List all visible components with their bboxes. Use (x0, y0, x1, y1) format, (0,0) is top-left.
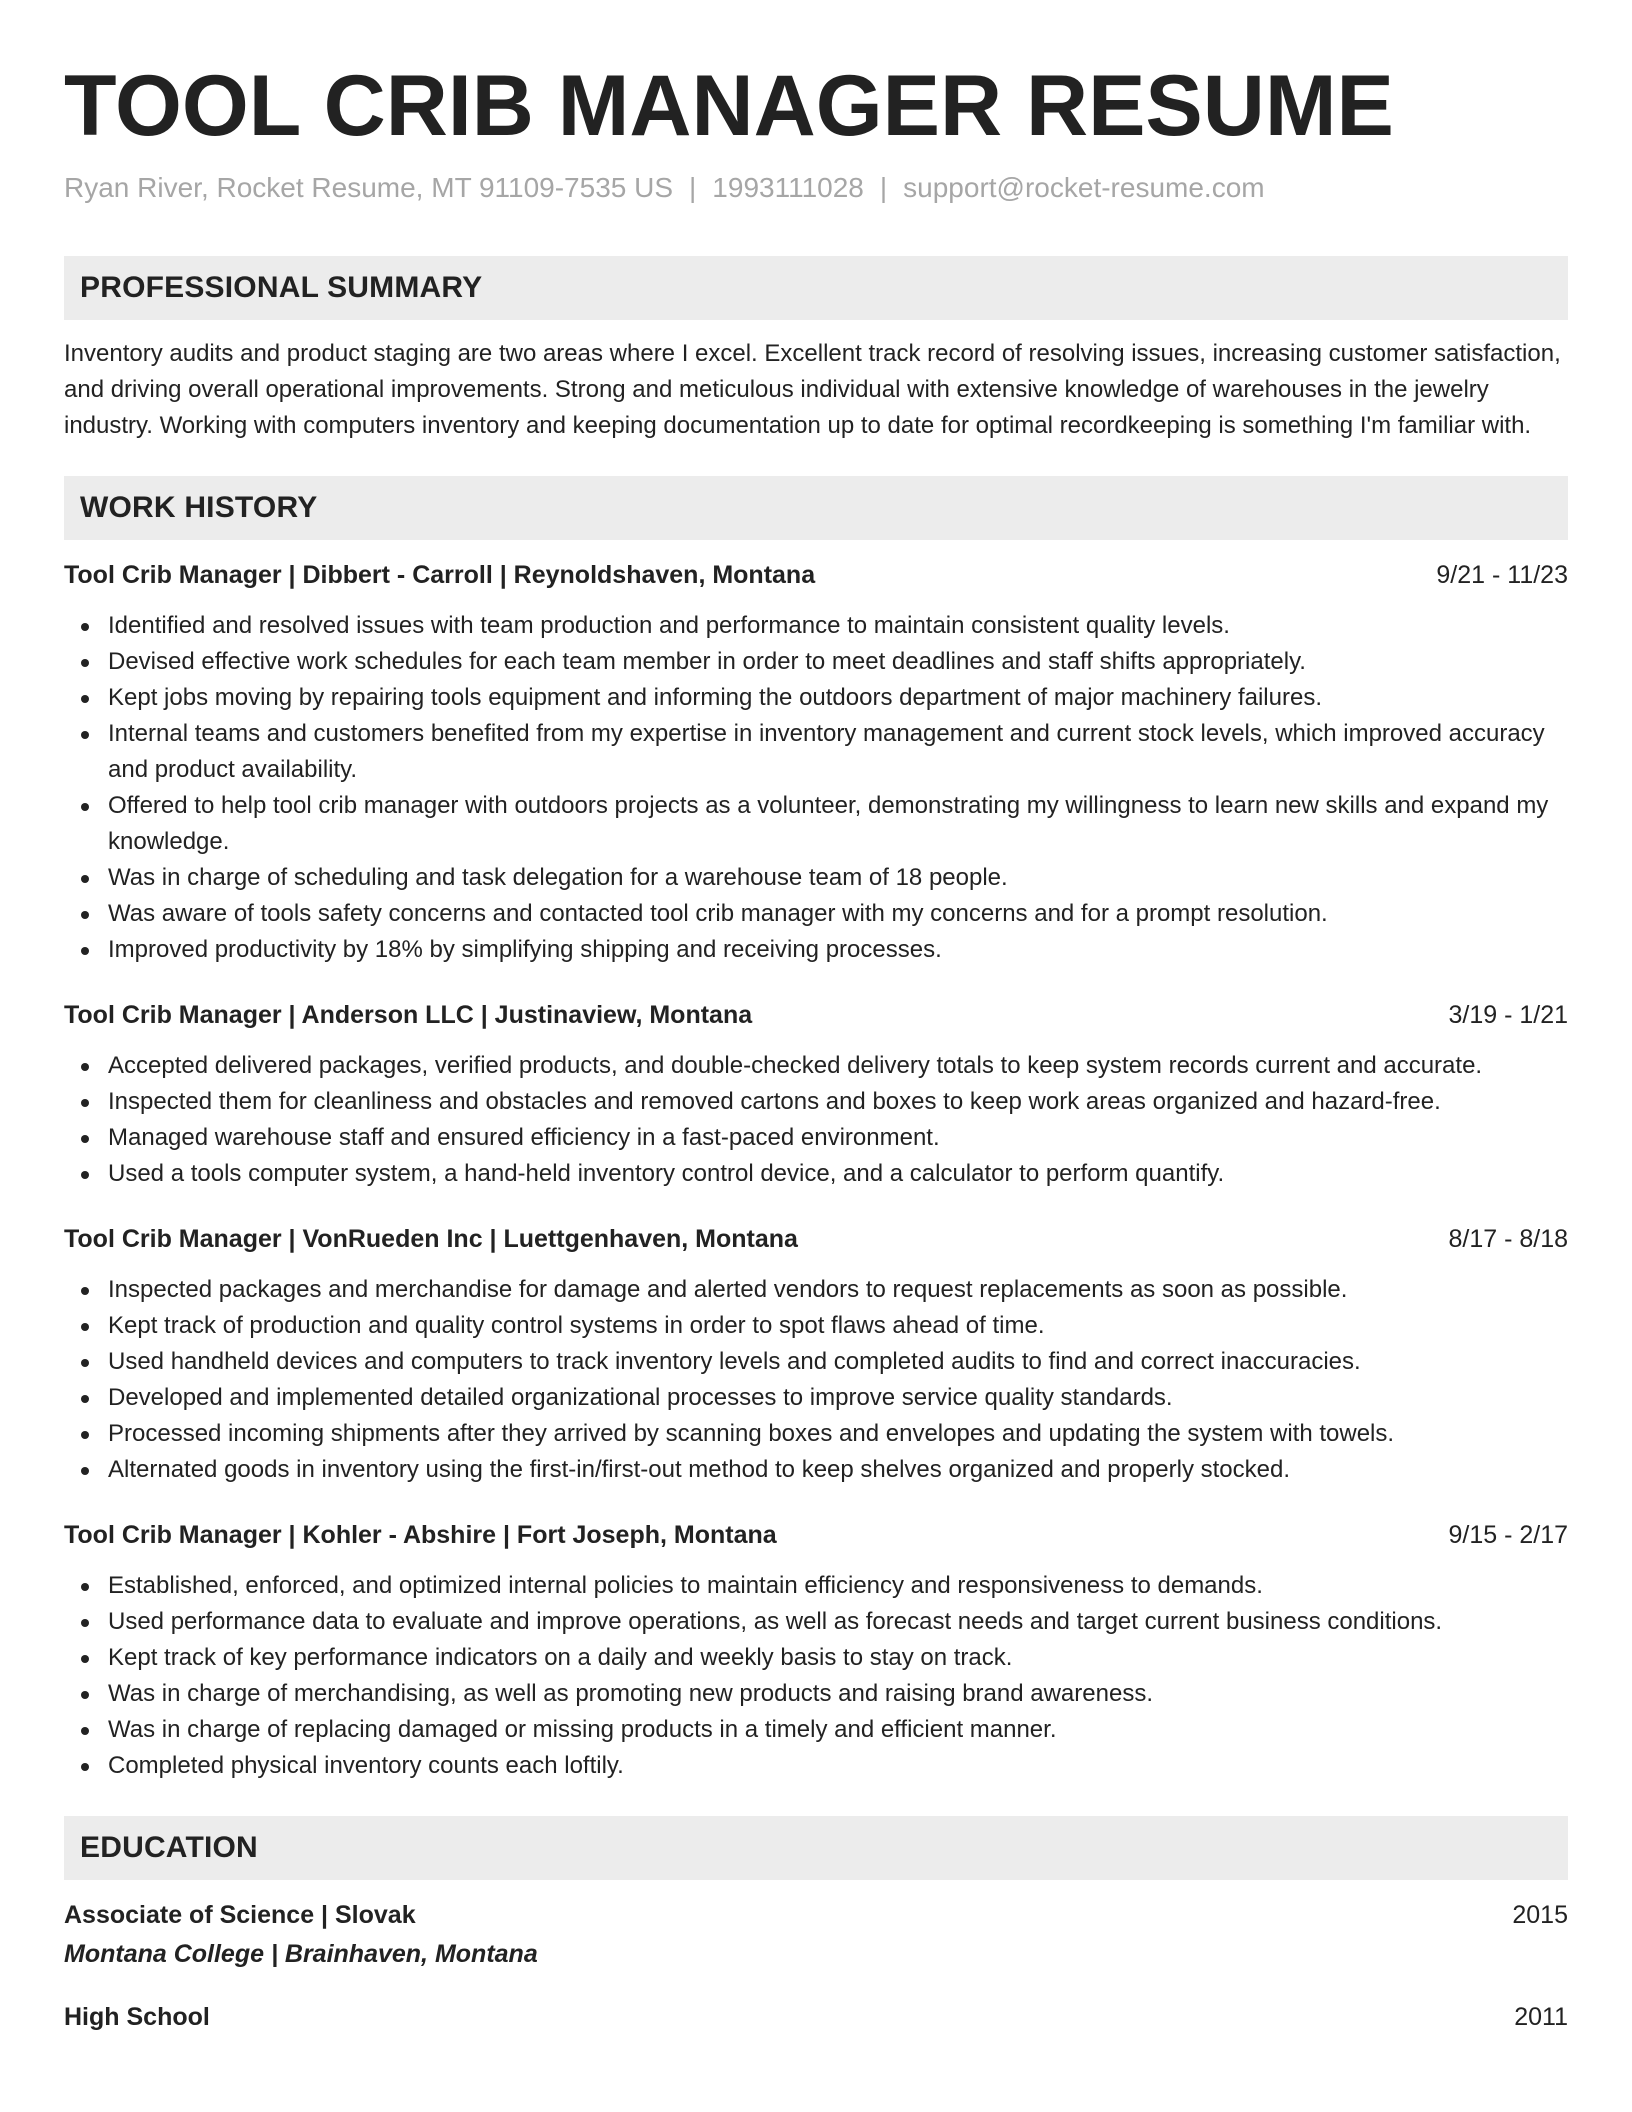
job-bullet: Kept jobs moving by repairing tools equipment and informing the outdoors department of major machinery failures. (108, 680, 1568, 716)
job-bullet: Identified and resolved issues with team production and performance to maintain consistent quality levels. (108, 608, 1568, 644)
education-degree: Associate of Science | Slovak (64, 1901, 416, 1929)
job-entry (64, 1518, 1568, 1784)
job-title: Tool Crib Manager | VonRueden Inc | Luettgenhaven, Montana (64, 1225, 798, 1253)
contact-email[interactable]: support@rocket-resume.com (903, 172, 1265, 203)
job-bullet: Inspected packages and merchandise for damage and alerted vendors to request replacements as soon as possible. (108, 1272, 1568, 1308)
job-bullet: Internal teams and customers benefited from my expertise in inventory management and current stock levels, which improved accuracy and product availability. (108, 716, 1568, 788)
job-bullet: Devised effective work schedules for each team member in order to meet deadlines and staff shifts appropriately. (108, 644, 1568, 680)
education-entry (64, 2000, 1568, 2034)
contact-address: Ryan River, Rocket Resume, MT 91109-7535 US (64, 172, 674, 203)
job-dates: 9/21 - 11/23 (1436, 561, 1568, 589)
job-bullet: Offered to help tool crib manager with outdoors projects as a volunteer, demonstrating my willingness to learn new skills and expand my knowledge. (108, 788, 1568, 860)
resume-title: TOOL CRIB MANAGER RESUME (64, 58, 1394, 154)
education-degree: High School (64, 2003, 210, 2031)
job-bullet: Was in charge of scheduling and task delegation for a warehouse team of 18 people. (108, 860, 1568, 896)
contact-line (64, 170, 1568, 206)
education-year: 2011 (1514, 2003, 1568, 2031)
job-bullets (64, 608, 1568, 968)
job-bullet: Processed incoming shipments after they arrived by scanning boxes and envelopes and updating the system with towels. (108, 1416, 1568, 1452)
job-bullet: Established, enforced, and optimized internal policies to maintain efficiency and responsiveness to demands. (108, 1568, 1568, 1604)
job-bullet: Alternated goods in inventory using the first-in/first-out method to keep shelves organized and properly stocked. (108, 1452, 1568, 1488)
job-dates: 9/15 - 2/17 (1448, 1521, 1568, 1549)
job-bullet: Used performance data to evaluate and improve operations, as well as forecast needs and target current business conditions. (108, 1604, 1568, 1640)
job-title: Tool Crib Manager | Dibbert - Carroll | Reynoldshaven, Montana (64, 561, 816, 589)
summary-text: Inventory audits and product staging are two areas where I excel. Excellent track record of resolving issues, increasing customer satisfaction, and driving overall operational improvements. Strong and meticulous individual with extensive knowledge of warehouses in the jewelry industry. Working with computers inventory and keeping documentation up to date for optimal recordkeeping is something I'm familiar with. (64, 340, 1561, 439)
job-header (64, 998, 1568, 1032)
job-title: Tool Crib Manager | Kohler - Abshire | Fort Joseph, Montana (64, 1521, 777, 1549)
contact-separator: | (879, 172, 888, 203)
education-entry (64, 1898, 1568, 1972)
job-bullet: Used handheld devices and computers to track inventory levels and completed audits to find and correct inaccuracies. (108, 1344, 1568, 1380)
job-bullet: Used a tools computer system, a hand-held inventory control device, and a calculator to perform quantify. (108, 1156, 1568, 1192)
job-bullets (64, 1272, 1568, 1488)
job-bullet: Was in charge of merchandising, as well as promoting new products and raising brand awareness. (108, 1676, 1568, 1712)
job-header (64, 1518, 1568, 1552)
job-header (64, 558, 1568, 592)
section-header-education: EDUCATION (64, 1816, 1568, 1880)
job-bullet: Was aware of tools safety concerns and contacted tool crib manager with my concerns and for a prompt resolution. (108, 896, 1568, 932)
education-school: Montana College | Brainhaven, Montana (64, 1940, 538, 1968)
job-bullet: Kept track of production and quality control systems in order to spot flaws ahead of time. (108, 1308, 1568, 1344)
job-bullets (64, 1568, 1568, 1784)
job-entry (64, 558, 1568, 968)
education-year: 2015 (1512, 1901, 1568, 1929)
job-dates: 3/19 - 1/21 (1448, 1001, 1568, 1029)
job-bullet: Improved productivity by 18% by simplifying shipping and receiving processes. (108, 932, 1568, 968)
section-header-work-history: WORK HISTORY (64, 476, 1568, 540)
job-bullet: Kept track of key performance indicators on a daily and weekly basis to stay on track. (108, 1640, 1568, 1676)
job-dates: 8/17 - 8/18 (1448, 1225, 1568, 1253)
job-bullet: Accepted delivered packages, verified products, and double-checked delivery totals to keep system records current and accurate. (108, 1048, 1568, 1084)
job-header (64, 1222, 1568, 1256)
job-bullet: Inspected them for cleanliness and obstacles and removed cartons and boxes to keep work areas organized and hazard-free. (108, 1084, 1568, 1120)
section-header-summary: PROFESSIONAL SUMMARY (64, 256, 1568, 320)
contact-separator: | (689, 172, 697, 203)
job-entry (64, 998, 1568, 1192)
job-bullet: Developed and implemented detailed organizational processes to improve service quality standards. (108, 1380, 1568, 1416)
job-bullet: Completed physical inventory counts each loftily. (108, 1748, 1568, 1784)
job-bullet: Was in charge of replacing damaged or missing products in a timely and efficient manner. (108, 1712, 1568, 1748)
education-header (64, 2000, 1568, 2034)
job-bullets (64, 1048, 1568, 1192)
contact-phone: 1993111028 (712, 172, 864, 203)
education-header (64, 1898, 1568, 1932)
job-entry (64, 1222, 1568, 1488)
job-bullet: Managed warehouse staff and ensured efficiency in a fast-paced environment. (108, 1120, 1568, 1156)
job-title: Tool Crib Manager | Anderson LLC | Justinaview, Montana (64, 1001, 753, 1029)
